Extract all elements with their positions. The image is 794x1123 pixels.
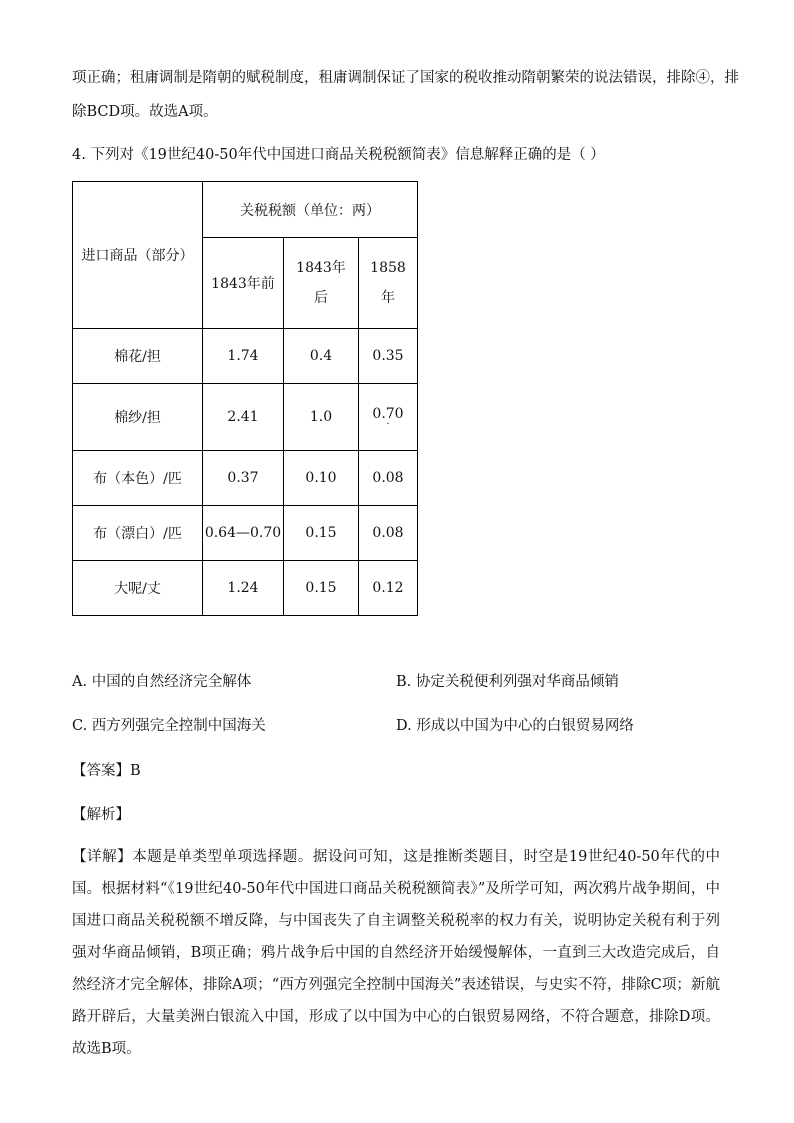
- table-row: 棉花/担 1.74 0.4 0.35: [73, 329, 418, 384]
- header-col-1843-after: 1843年 后: [284, 238, 359, 329]
- header-item: 进口商品（部分）: [73, 182, 203, 329]
- table-row: 布（漂白）/匹 0.64—0.70 0.15 0.08: [73, 506, 418, 561]
- header-group: 关税税额（单位：两）: [203, 182, 418, 238]
- stray-mark: ·: [386, 419, 390, 430]
- analysis-title: 【解析】: [72, 807, 130, 823]
- analysis-body: 【详解】本题是单类型单项选择题。据设问可知，这是推断类题目，时空是19世纪40-50年代的中国。根据材料“《19世纪40-50年代中国进口商品关税税额简表》”及所学可知，两次鸦片战争期间，中国进口商品关税税额不增反降，与中国丧失了自主调整关税税率的权力有关，说明协定关税有利于列强对华商品倾销，B项正确；鸦片战争后中国的自然经济开始缓慢解体，一直到三大改造完成后，自然经济才完全解体，排除A项；“西方列强完全控制中国海关”表述错误，与史实不符，排除C项；新航路开辟后，大量美洲白银流入中国，形成了以中国为中心的白银贸易网络，不符合题意，排除D项。故选B项。: [72, 849, 720, 1057]
- answer-label: 【答案】B: [72, 763, 141, 779]
- header-col-1858: 1858 年: [359, 238, 418, 329]
- table-row: 布（本色）/匹 0.37 0.10 0.08: [73, 451, 418, 506]
- intro-line-2: 除BCD项。故选A项。: [72, 104, 218, 120]
- option-d: D. 形成以中国为中心的白银贸易网络: [396, 718, 634, 734]
- option-b: B. 协定关税便利列强对华商品倾销: [396, 674, 619, 690]
- table-row: 棉纱/担 2.41 1.0 0.70 ·: [73, 384, 418, 451]
- table-row: 大呢/丈 1.24 0.15 0.12: [73, 561, 418, 616]
- tariff-table: [72, 181, 418, 616]
- option-a: A. 中国的自然经济完全解体: [72, 674, 252, 690]
- header-col-1843-before: 1843年前: [203, 238, 284, 329]
- option-c: C. 西方列强完全控制中国海关: [72, 718, 266, 734]
- intro-line-1: 项正确；租庸调制是隋朝的赋税制度，租庸调制保证了国家的税收推动隋朝繁荣的说法错误，排除④，排: [72, 70, 739, 86]
- question-text: 4. 下列对《19世纪40-50年代中国进口商品关税税额简表》信息解释正确的是（ ）: [72, 147, 605, 163]
